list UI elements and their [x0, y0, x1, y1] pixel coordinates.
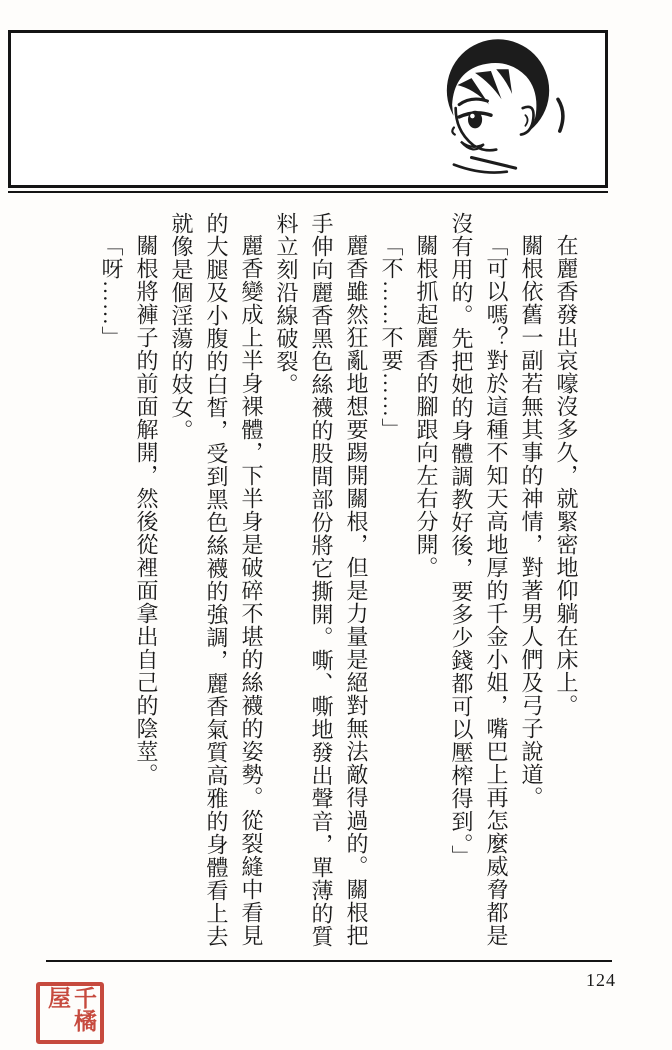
- paragraph: 麗香雖然狂亂地想要踢開關根，但是力量是絕對無法敵得過的。關根把手伸向麗香黑色絲襪的股間部份將它撕開。嘶、嘶地發出聲音，單薄的質料立刻沿線破裂。: [274, 212, 369, 948]
- paragraph: 關根將褲子的前面解開，然後從裡面拿出自己的陰莖。: [134, 234, 159, 786]
- paragraph: 「呀……」: [99, 234, 124, 349]
- red-seal-stamp: [36, 982, 104, 1044]
- seal-text: 千橘屋: [45, 986, 96, 1032]
- illustration-frame: [8, 30, 608, 188]
- footer-rule: [46, 960, 612, 962]
- page-number: 124: [586, 970, 616, 990]
- paragraph: 麗香變成上半身裸體，下半身是破碎不堪的絲襪的姿勢。從裂縫中看見的大腿及小腹的白皙，受到黑色絲襪的強調，麗香氣質高雅的身體看上去就像是個淫蕩的妓女。: [169, 212, 264, 948]
- paragraph: 關根抓起麗香的腳跟向左右分開。: [414, 234, 439, 579]
- manga-face-illustration: [403, 34, 593, 184]
- paragraph: 在麗香發出哀嚎沒多久，就緊密地仰躺在床上。: [554, 234, 579, 717]
- body-text: [94, 212, 584, 950]
- paragraph: 「不……不要……」: [379, 234, 404, 441]
- paragraph: 關根依舊一副若無其事的神情，對著男人們及弓子說道。: [519, 234, 544, 809]
- paragraph: 「可以嗎？對於這種不知天高地厚的千金小姐，嘴巴上再怎麼威脅都是沒有用的。先把她的身體調教好後，要多少錢都可以壓榨得到。」: [449, 212, 509, 947]
